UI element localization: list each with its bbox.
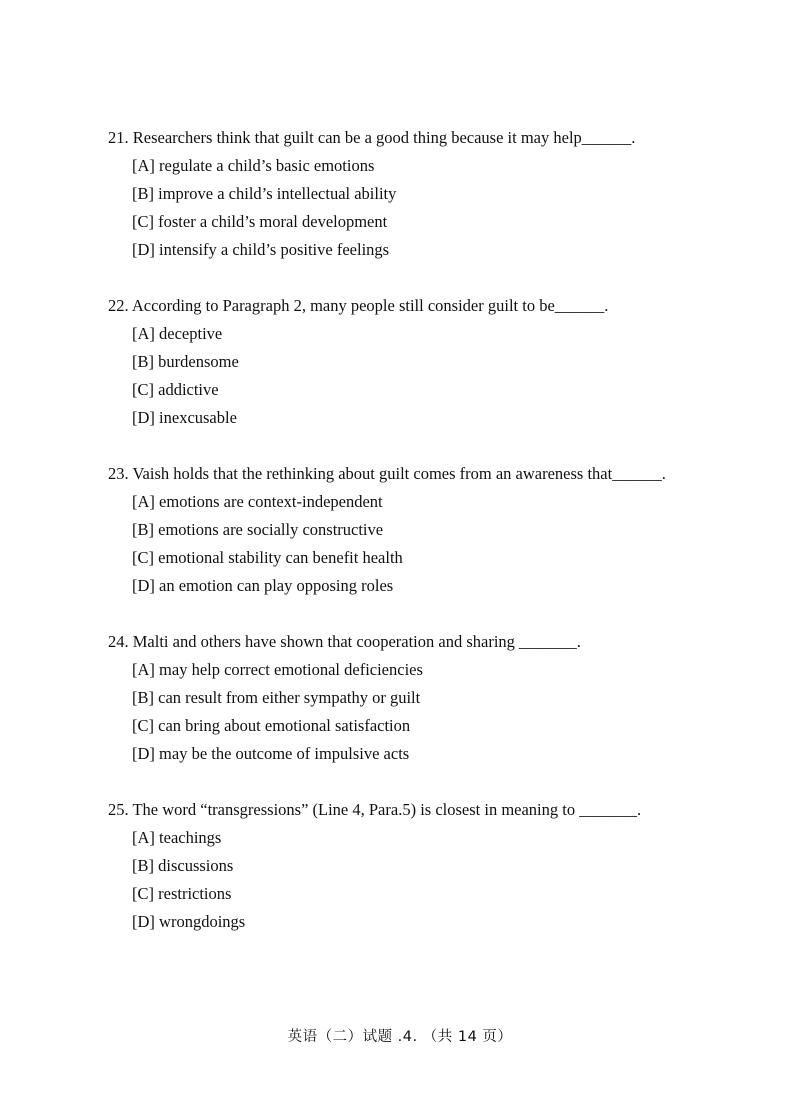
- question-stem: 25. The word “transgressions” (Line 4, Para.5) is closest in meaning to _______.: [108, 800, 642, 819]
- option-b: [B] burdensome: [132, 352, 239, 371]
- option-b: [B] discussions: [132, 856, 234, 875]
- option-d: [D] an emotion can play opposing roles: [132, 576, 394, 595]
- option-c: [C] emotional stability can benefit health: [132, 548, 403, 567]
- question-23: [108, 460, 748, 600]
- option-b: [B] improve a child’s intellectual ability: [132, 184, 397, 203]
- option-d: [D] inexcusable: [132, 408, 237, 427]
- question-24: [108, 628, 748, 768]
- option-c: [C] addictive: [132, 380, 219, 399]
- option-c: [C] restrictions: [132, 884, 232, 903]
- option-b: [B] can result from either sympathy or guilt: [132, 688, 421, 707]
- question-stem: 24. Malti and others have shown that cooperation and sharing _______.: [108, 632, 581, 651]
- option-b: [B] emotions are socially constructive: [132, 520, 384, 539]
- page-footer: 英语（二）试题 .4. （共 14 页）: [287, 1029, 513, 1045]
- question-stem: 22. According to Paragraph 2, many people still consider guilt to be______.: [108, 296, 609, 315]
- option-c: [C] foster a child’s moral development: [132, 212, 388, 231]
- question-stem: 23. Vaish holds that the rethinking about guilt comes from an awareness that______.: [108, 464, 666, 483]
- option-a: [A] deceptive: [132, 324, 223, 343]
- option-d: [D] wrongdoings: [132, 912, 246, 931]
- question-21: [108, 124, 748, 264]
- question-22: [108, 292, 748, 432]
- option-d: [D] may be the outcome of impulsive acts: [132, 744, 410, 763]
- option-a: [A] regulate a child’s basic emotions: [132, 156, 375, 175]
- question-25: [108, 796, 748, 936]
- option-a: [A] may help correct emotional deficiencies: [132, 660, 423, 679]
- question-stem: 21. Researchers think that guilt can be a good thing because it may help______.: [108, 128, 636, 147]
- option-d: [D] intensify a child’s positive feelings: [132, 240, 390, 259]
- option-a: [A] teachings: [132, 828, 222, 847]
- option-c: [C] can bring about emotional satisfaction: [132, 716, 411, 735]
- option-a: [A] emotions are context-independent: [132, 492, 383, 511]
